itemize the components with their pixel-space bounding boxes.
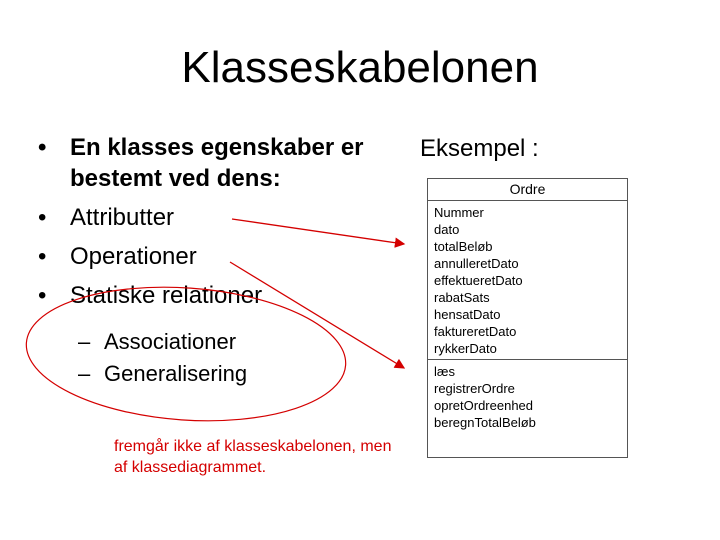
- uml-attribute: faktureretDato: [434, 324, 517, 339]
- bullet-dot: •: [38, 204, 47, 231]
- relations-highlight-ellipse: [22, 277, 350, 431]
- uml-attribute: effektueretDato: [434, 273, 523, 288]
- uml-attribute: rykkerDato: [434, 341, 497, 356]
- uml-operation: beregnTotalBeløb: [434, 415, 536, 430]
- bullet-text: Attributter: [70, 204, 175, 231]
- sub-bullet-dash: –: [78, 329, 91, 354]
- uml-operation: registrerOrdre: [434, 381, 515, 396]
- annotation-note: fremgår ikke af klasseskabelonen, men af klassediagrammet.: [114, 438, 392, 476]
- bullet-dot: •: [38, 134, 47, 161]
- uml-attribute: dato: [434, 222, 460, 237]
- uml-attribute: rabatSats: [434, 290, 490, 305]
- bullet-text: Statiske relationer: [70, 282, 263, 309]
- arrow-attributes-to-class: [232, 219, 404, 244]
- bullet-text: En klasses egenskaber er bestemt ved dens:: [70, 134, 364, 192]
- bullet-text: Operationer: [70, 243, 197, 270]
- uml-attribute: annulleretDato: [434, 256, 519, 271]
- uml-operation: opretOrdreenhed: [434, 398, 534, 413]
- arrow-operations-to-class: [230, 262, 404, 368]
- sub-bullet-dash: –: [78, 361, 91, 386]
- uml-class-name: Ordre: [428, 179, 627, 201]
- uml-operation: læs: [434, 364, 455, 379]
- slide-title: Klasseskabelonen: [181, 43, 539, 92]
- uml-attribute: Nummer: [434, 205, 484, 220]
- uml-attribute: totalBeløb: [434, 239, 493, 254]
- uml-attribute: hensatDato: [434, 307, 501, 322]
- sub-bullet-text: Associationer: [104, 329, 237, 354]
- example-label: Eksempel :: [420, 135, 539, 162]
- bullet-dot: •: [38, 282, 47, 309]
- bullet-dot: •: [38, 243, 47, 270]
- sub-bullet-text: Generalisering: [104, 361, 248, 386]
